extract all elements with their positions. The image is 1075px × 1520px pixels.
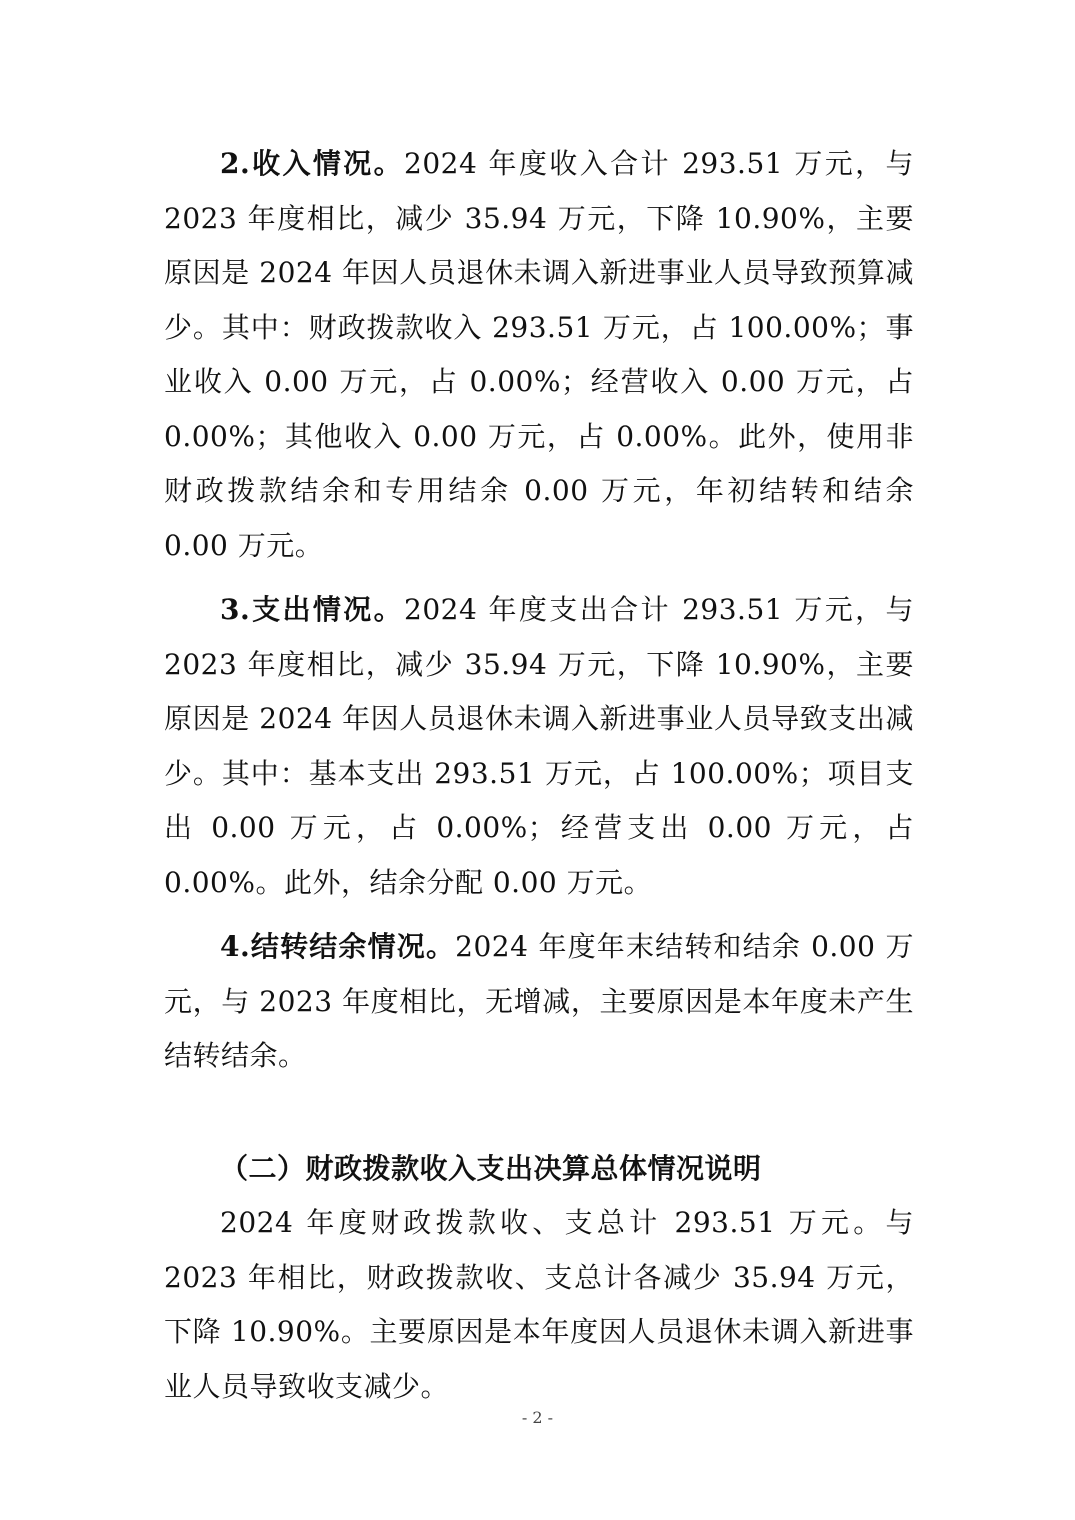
carryover-heading: 4.结转结余情况。 — [220, 930, 456, 963]
carryover-paragraph — [164, 920, 914, 1084]
document-body — [164, 137, 914, 1414]
income-paragraph — [164, 137, 914, 573]
expenditure-text: 2024 年度支出合计 293.51 万元，与 2023 年度相比，减少 35.94 万元，下降 10.90%，主要原因是 2024 年因人员退休未调入新进事业人员导致支出减少。其中：基本支出 293.51 万元，占 100.00%；项目支出 0.00 万元，占 0.00%；经营支出 0.00 万元，占 0.00%。此外，结余分配 0.00 万元。 — [164, 593, 915, 899]
income-heading: 2.收入情况。 — [220, 147, 405, 180]
page-number: - 2 - — [521, 1408, 554, 1427]
section-paragraph: 2024 年度财政拨款收、支总计 293.51 万元。与 2023 年相比，财政拨款收、支总计各减少 35.94 万元，下降 10.90%。主要原因是本年度因人员退休未调入新进事业人员导致收支减少。 — [164, 1206, 914, 1403]
expenditure-paragraph — [164, 583, 914, 910]
section-heading: （二）财政拨款收入支出决算总体情况说明 — [220, 1151, 762, 1185]
carryover-text: 2024 年度年末结转和结余 0.00 万元，与 2023 年度相比，无增减，主要原因是本年度未产生结转结余。 — [164, 930, 915, 1072]
income-text: 2024 年度收入合计 293.51 万元，与 2023 年度相比，减少 35.94 万元，下降 10.90%，主要原因是 2024 年因人员退休未调入新进事业人员导致预算减少。其中：财政拨款收入 293.51 万元，占 100.00%；事业收入 0.00 万元，占 0.00%；经营收入 0.00 万元，占 0.00%；其他收入 0.00 万元，占 0.00%。此外，使用非财政拨款结余和专用结余 0.00 万元，年初结转和结余 0.00 万元。 — [164, 147, 915, 562]
expenditure-heading: 3.支出情况。 — [220, 593, 405, 626]
